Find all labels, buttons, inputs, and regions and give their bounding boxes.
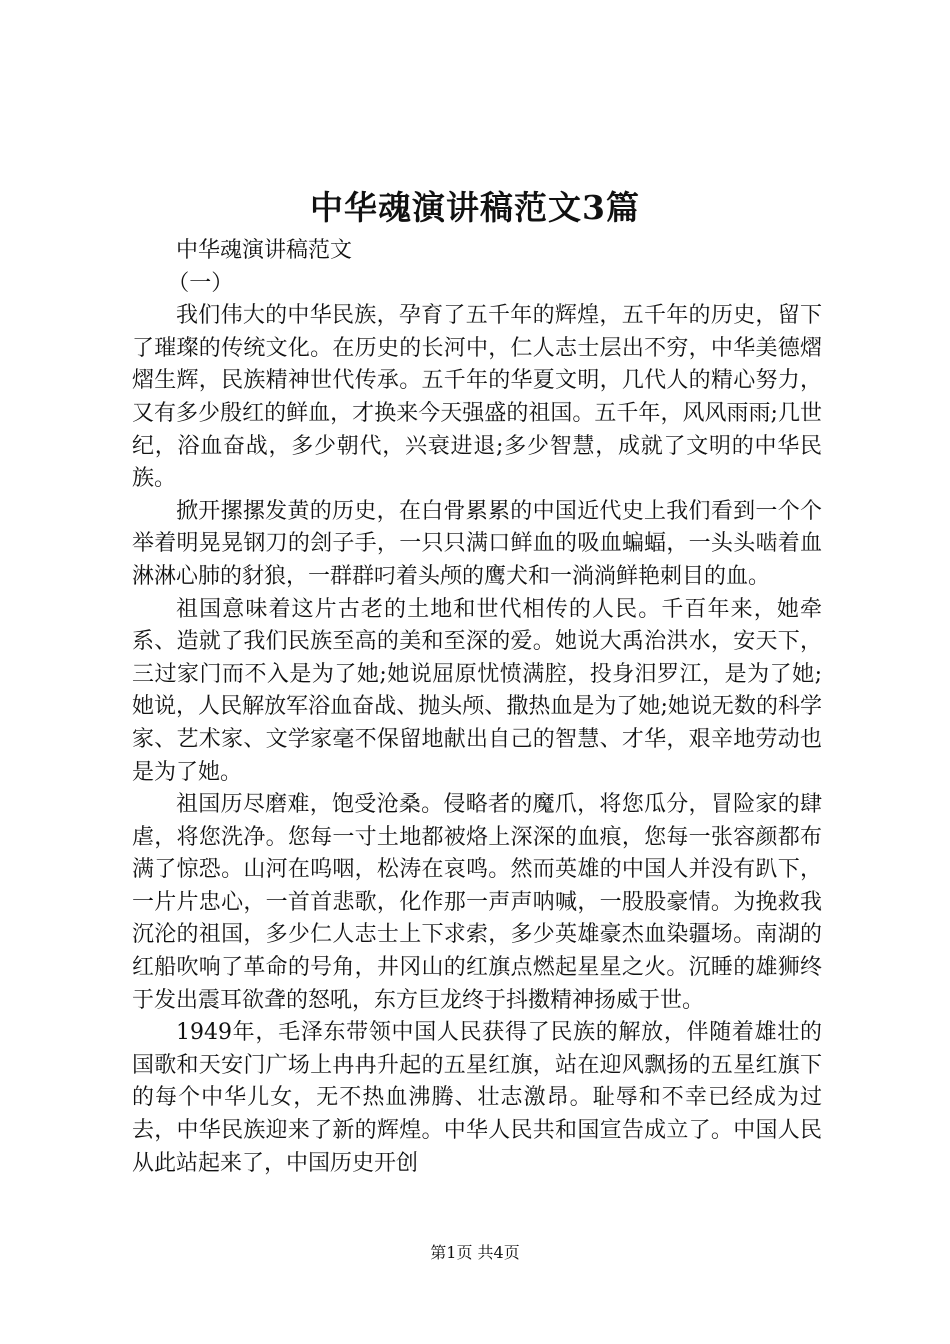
document-body [132,235,822,1180]
paragraph: 1949年，毛泽东带领中国人民获得了民族的解放，伴随着雄壮的国歌和天安门广场上冉冉升起的五星红旗，站在迎风飘扬的五星红旗下的每个中华儿女，无不热血沸腾、壮志激昂。耻辱和不幸已经成为过去，中华民族迎来了新的辉煌。中华人民共和国宣告成立了。中国人民从此站起来了，中国历史开创 [132,1020,822,1176]
section-number: （一） [167,270,234,296]
paragraph: 祖国意味着这片古老的土地和世代相传的人民。千百年来，她牵系、造就了我们民族至高的美和至深的爱。她说大禹治洪水，安天下，三过家门而不入是为了她;她说屈原忧愤满腔，投身汨罗江，是为了她;她说，人民解放军浴血奋战、抛头颅、撒热血是为了她;她说无数的科学家、艺术家、文学家毫不保留地献出自己的智慧、才华，艰辛地劳动也是为了她。 [132,596,822,785]
document-subtitle: 中华魂演讲稿范文 [176,238,353,263]
page-footer: 第1页 共4页 [430,1243,520,1262]
paragraph: 祖国历尽磨难，饱受沧桑。侵略者的魔爪，将您瓜分，冒险家的肆虐，将您洗净。您每一寸土地都被烙上深深的血痕，您每一张容颜都布满了惊恐。山河在呜咽，松涛在哀鸣。然而英雄的中国人并没有趴下，一片片忠心，一首首悲歌，化作那一声声呐喊，一股股豪情。为挽救我沉沦的祖国，多少仁人志士上下求索，多少英雄豪杰血染疆场。南湖的红船吹响了革命的号角，井冈山的红旗点燃起星星之火。沉睡的雄狮终于发出震耳欲聋的怒吼，东方巨龙终于抖擞精神扬威于世。 [132,792,822,1013]
paragraph: 掀开摞摞发黄的历史，在白骨累累的中国近代史上我们看到一个个举着明晃晃钢刀的刽子手，一只只满口鲜血的吸血蝙蝠，一头头啮着血淋淋心肺的豺狼，一群群叼着头颅的鹰犬和一淌淌鲜艳刺目的血。 [132,498,822,589]
document-title: 中华魂演讲稿范文3篇 [310,188,640,227]
paragraph: 我们伟大的中华民族，孕育了五千年的辉煌，五千年的历史，留下了璀璨的传统文化。在历史的长河中，仁人志士层出不穷，中华美德熠熠生辉，民族精神世代传承。五千年的华夏文明，几代人的精心努力，又有多少殷红的鲜血，才换来今天强盛的祖国。五千年，风风雨雨;几世纪，浴血奋战，多少朝代，兴衰进退;多少智慧，成就了文明的中华民族。 [132,303,822,492]
